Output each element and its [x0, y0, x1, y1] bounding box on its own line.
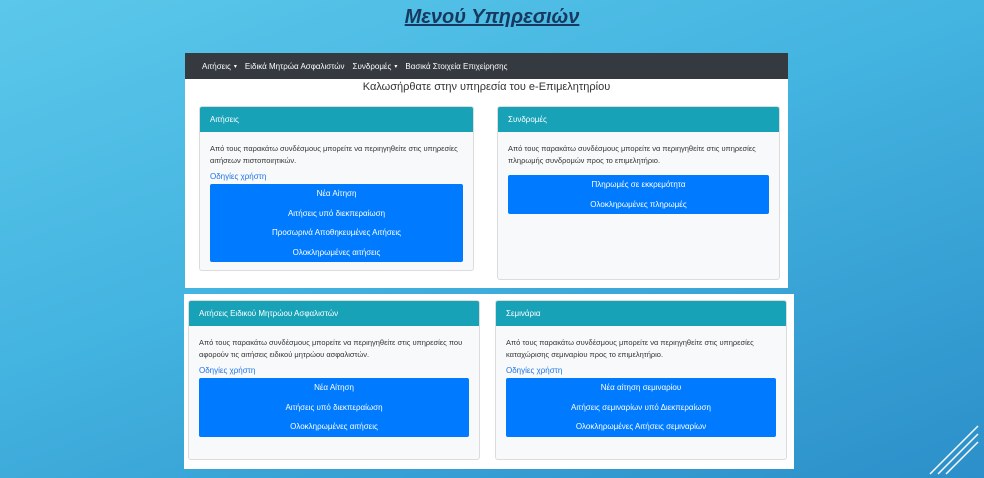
button-group	[506, 378, 776, 437]
slide-title: Μενού Υπηρεσιών	[404, 6, 580, 28]
nav-item-subscriptions[interactable]	[353, 62, 398, 71]
nav-item-label: Βασικά Στοιχεία Επιχείρησης	[405, 61, 508, 71]
nav-item-business-info[interactable]	[405, 62, 507, 71]
welcome-text: Καλωσήρθατε στην υπηρεσία του e-Επιμελητηρίου	[362, 81, 611, 93]
completed-applications-button[interactable]: Ολοκληρωμένες αιτήσεις	[290, 422, 378, 431]
button-group	[210, 184, 463, 262]
button-group	[508, 175, 769, 214]
pending-applications-button[interactable]: Αιτήσεις υπό διεκπεραίωση	[287, 208, 386, 218]
card-subscriptions	[497, 106, 780, 280]
nav-item-label: Αιτήσεις	[202, 61, 231, 71]
button-group	[199, 378, 469, 437]
caret-down-icon: ▾	[394, 63, 398, 70]
screenshot-bottom	[184, 294, 794, 469]
card-description: Από τους παρακάτω συνδέσμους μπορείτε να περιηγηθείτε στις υπηρεσίες που αφορούν τις αιτήσεις ειδικού μητρώου ασφαλιστών.	[199, 338, 463, 359]
nav-item-applications[interactable]	[202, 62, 237, 71]
completed-applications-button[interactable]: Ολοκληρωμένες αιτήσεις	[292, 247, 381, 257]
screenshot-top	[185, 53, 788, 288]
card-header: Αιτήσεις Ειδικού Μητρώου Ασφαλιστών	[189, 301, 479, 326]
saved-applications-button[interactable]: Προσωρινά Αποθηκευμένες Αιτήσεις	[272, 228, 401, 237]
card-header: Συνδρομές	[498, 107, 779, 132]
card-description: Από τους παρακάτω συνδέσμους μπορείτε να περιηγηθείτε στις υπηρεσίες καταχώρισης σεμιναρίου προς το επιμελητήριο.	[506, 338, 754, 359]
nav-item-insurer-registries[interactable]	[245, 62, 345, 71]
new-application-button[interactable]: Νέα Αίτηση	[314, 383, 354, 392]
card-applications	[199, 106, 474, 271]
user-guide-link[interactable]: Οδηγίες χρήστη	[199, 366, 256, 375]
card-description: Από τους παρακάτω συνδέσμους μπορείτε να περιηγηθείτε στις υπηρεσίες πληρωμής συνδρομών προς το επιμελητήριο.	[508, 144, 756, 165]
pending-payments-button[interactable]: Πληρωμές σε εκκρεμότητα	[591, 180, 686, 189]
caret-down-icon: ▾	[233, 63, 237, 70]
card-header: Σεμινάρια	[496, 301, 786, 326]
pending-seminars-button[interactable]: Αιτήσεις σεμιναρίων υπό Διεκπεραίωση	[571, 402, 711, 412]
nav-item-label: Ειδικά Μητρώα Ασφαλιστών	[244, 61, 345, 71]
pending-applications-button[interactable]: Αιτήσεις υπό διεκπεραίωση	[285, 402, 383, 412]
new-application-button[interactable]: Νέα Αίτηση	[316, 189, 357, 198]
card-insurer-registry	[188, 300, 480, 460]
completed-seminars-button[interactable]: Ολοκληρωμένες Αιτήσεις σεμιναρίων	[575, 422, 707, 431]
new-seminar-button[interactable]: Νέα αίτηση σεμιναρίου	[600, 383, 682, 392]
user-guide-link[interactable]: Οδηγίες χρήστη	[506, 366, 563, 375]
card-seminars	[495, 300, 787, 460]
completed-payments-button[interactable]: Ολοκληρωμένες πληρωμές	[590, 199, 687, 209]
user-guide-link[interactable]: Οδηγίες χρήστη	[210, 172, 267, 181]
top-navbar	[185, 53, 788, 79]
card-header: Αιτήσεις	[200, 107, 473, 132]
nav-item-label: Συνδρομές	[352, 61, 392, 71]
card-description: Από τους παρακάτω συνδέσμους μπορείτε να περιηγηθείτε στις υπηρεσίες αιτήσεων πιστοποιητικών.	[210, 144, 458, 165]
decorative-lines-icon	[928, 424, 980, 476]
